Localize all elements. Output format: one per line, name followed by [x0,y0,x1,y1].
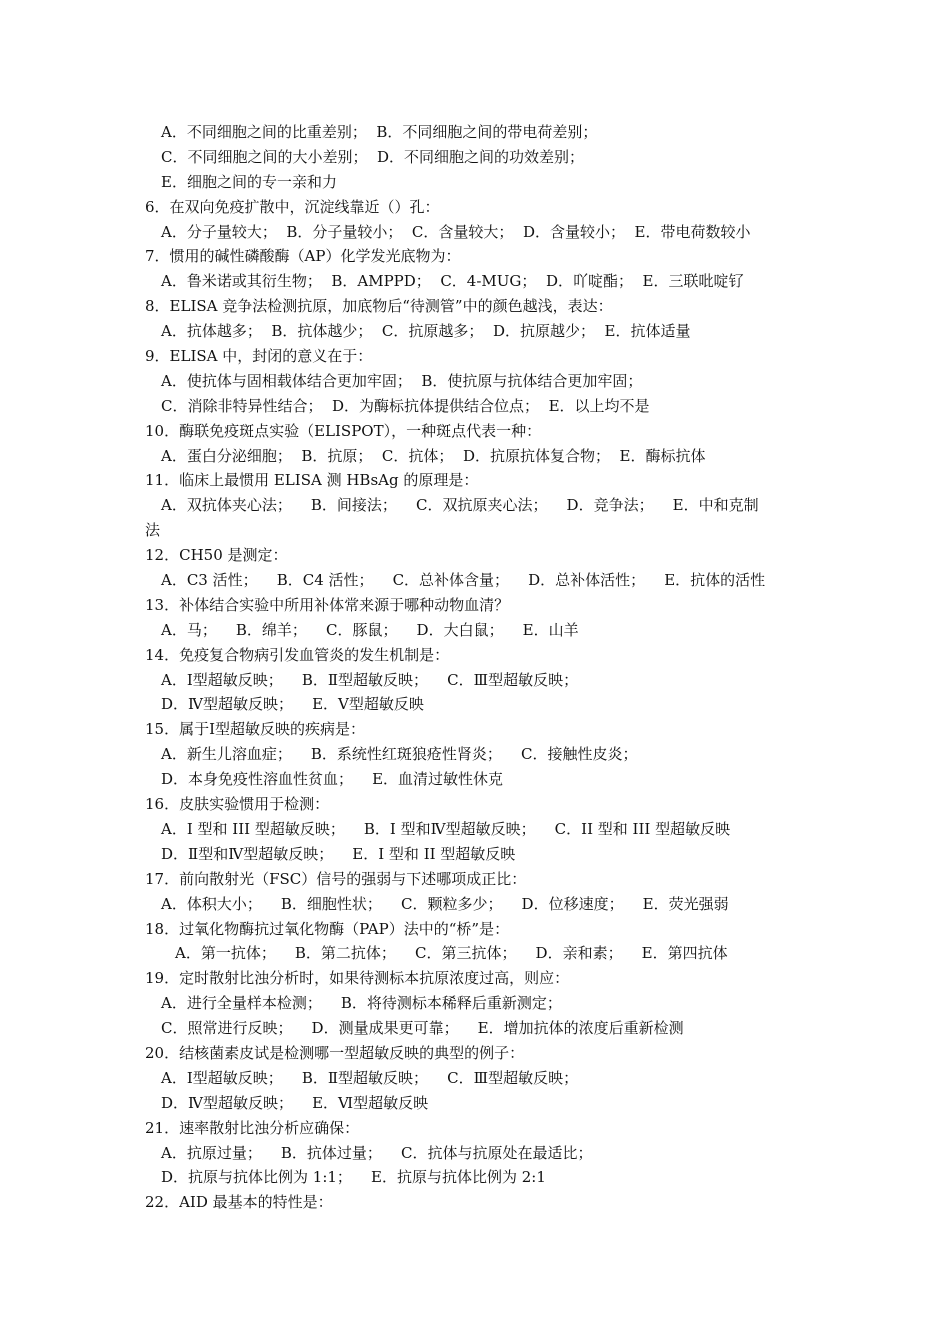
question-line: 10．酶联免疫斑点实验（ELISPOT），一种斑点代表一种： [145,421,542,440]
option-line: A．I 型和 III 型超敏反映； B．I 型和Ⅳ型超敏反映； C．II 型和 III 型超敏反映 [161,819,731,838]
option-line: A．鲁米诺或其衍生物； B．AMPPD； C．4-MUG； D．吖啶酯； E．三联吡啶钌 [161,272,744,291]
question-line: 法 [145,521,161,540]
option-line: A．抗体越多； B．抗体越少； C．抗原越多； D．抗原越少； E．抗体适量 [161,322,691,341]
question-line: 18．过氧化物酶抗过氧化物酶（PAP）法中的“桥”是： [145,919,510,938]
question-line: 13．补体结合实验中所用补体常来源于哪种动物血清？ [145,595,510,614]
question-line: 9．ELISA 中，封闭的意义在于： [145,347,373,366]
question-line: 16．皮肤实验惯用于检测： [145,795,330,814]
option-line: C．消除非特异性结合； D．为酶标抗体提供结合位点； E．以上均不是 [161,396,650,415]
question-line: 20．结核菌素皮试是检测哪一型超敏反映的典型的例子： [145,1043,525,1062]
option-line: A．使抗体与固相载体结合更加牢固； B．使抗原与抗体结合更加牢固； [161,371,643,390]
option-line: A．分子量较大； B．分子量较小； C．含量较大； D．含量较小； E．带电荷数较小 [161,222,751,241]
option-line: D．抗原与抗体比例为 1:1； E．抗原与抗体比例为 2:1 [161,1168,546,1187]
question-line: 7．惯用的碱性磷酸酶（AP）化学发光底物为： [145,247,461,266]
question-line: 11．临床上最惯用 ELISA 测 HBsAg 的原理是： [145,471,479,490]
option-line: A．C3 活性； B．C4 活性； C．总补体含量； D．总补体活性； E．抗体的活性 [161,571,766,590]
question-list [145,120,810,1215]
question-line: 22．AID 最基本的特性是： [145,1193,333,1212]
option-line: A．不同细胞之间的比重差别； B．不同细胞之间的带电荷差别； [161,123,598,141]
option-line: A．双抗体夹心法； B．间接法； C．双抗原夹心法； D．竞争法； E．中和克制 [161,496,759,515]
question-line: 15．属于Ⅰ型超敏反映的疾病是： [145,720,366,739]
option-line: C．不同细胞之间的大小差别； D．不同细胞之间的功效差别； [161,147,585,166]
question-line: 6．在双向免疫扩散中，沉淀线靠近（）孔： [145,197,440,216]
question-line: 21．速率散射比浊分析应确保： [145,1118,360,1137]
option-line: D．本身免疫性溶血性贫血； E．血清过敏性休克 [161,770,504,789]
option-line: C．照常进行反映； D．测量成果更可靠； E．增加抗体的浓度后重新检测 [161,1019,684,1038]
option-line: A．马； B．绵羊； C．豚鼠； D．大白鼠； E．山羊 [161,620,579,639]
option-line: A．抗原过量； B．抗体过量； C．抗体与抗原处在最适比； [161,1143,593,1162]
option-line: D．Ⅱ型和Ⅳ型超敏反映； E．I 型和 II 型超敏反映 [161,844,516,863]
question-line: 17．前向散射光（FSC）信号的强弱与下述哪项成正比： [145,869,527,888]
option-line: A．Ⅰ型超敏反映； B．Ⅱ型超敏反映； C．Ⅲ型超敏反映； [161,1068,579,1087]
option-line: A．蛋白分泌细胞； B．抗原； C．抗体； D．抗原抗体复合物； E．酶标抗体 [161,446,706,465]
option-line: A．体积大小； B．细胞性状； C．颗粒多少； D．位移速度； E．荧光强弱 [161,894,729,913]
question-line: 19．定时散射比浊分析时，如果待测标本抗原浓度过高，则应： [145,969,570,988]
option-line: A．第一抗体； B．第二抗体； C．第三抗体； D．亲和素； E．第四抗体 [175,944,728,963]
question-line: 12．CH50 是测定： [145,546,288,565]
option-line: A．Ⅰ型超敏反映； B．Ⅱ型超敏反映； C．Ⅲ型超敏反映； [161,670,579,689]
option-line: E．细胞之间的专一亲和力 [161,172,337,191]
question-line: 8．ELISA 竞争法检测抗原，加底物后“待测管”中的颜色越浅，表达： [145,297,613,316]
question-line: 14．免疫复合物病引发血管炎的发生机制是： [145,645,450,664]
option-line: A．新生儿溶血症； B．系统性红斑狼疮性肾炎； C．接触性皮炎； [161,745,638,764]
option-line: D．Ⅳ型超敏反映； E．Ⅵ型超敏反映 [161,1093,429,1112]
option-line: A．进行全量样本检测； B．将待测标本稀释后重新测定； [161,994,562,1013]
option-line: D．Ⅳ型超敏反映； E．Ⅴ型超敏反映 [161,695,424,714]
